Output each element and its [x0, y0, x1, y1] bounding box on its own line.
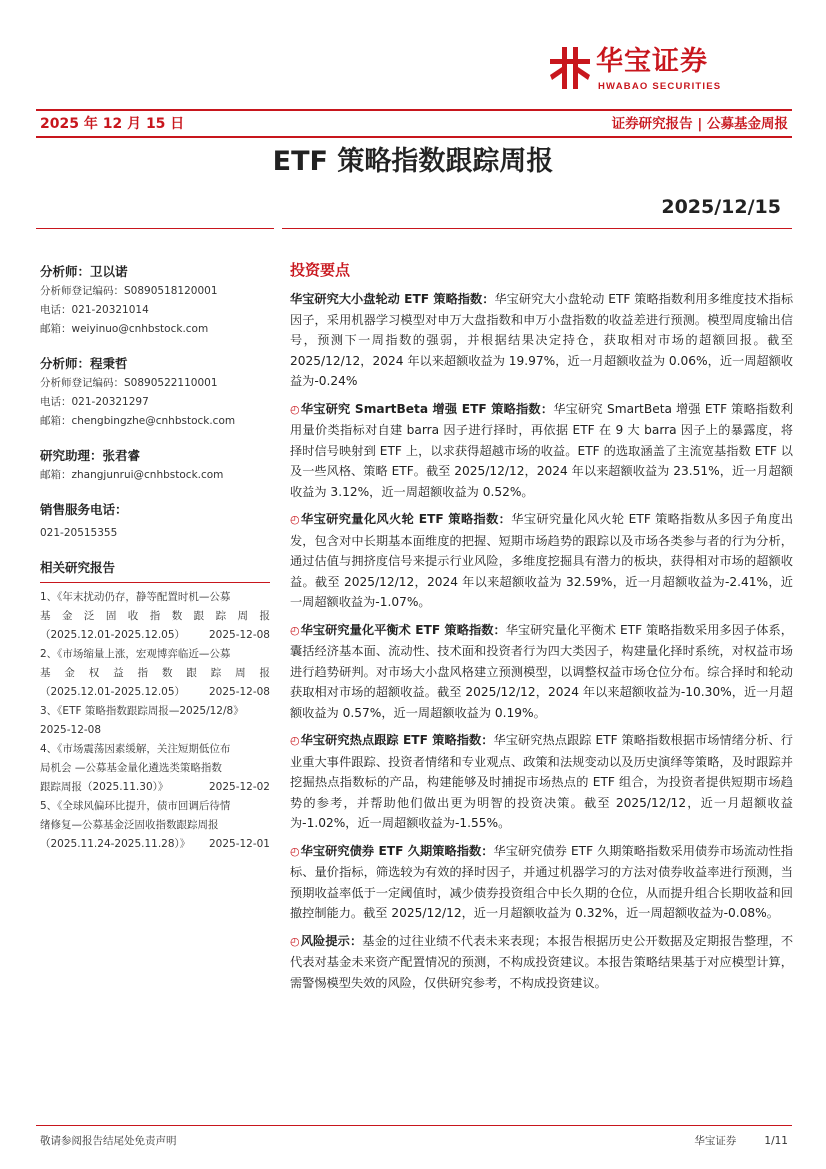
analyst-block: [40, 354, 270, 431]
related-report-item[interactable]: 3、《ETF 策略指数跟踪周报—2025/12/8》 2025-12-08: [40, 705, 244, 736]
key-point-paragraph: [290, 620, 793, 724]
key-point-paragraph: [290, 289, 793, 392]
related-report-item[interactable]: 4、《市场震荡因素缓解，关注短期低位布 局机会 —公募基金量化遴选类策略指数 跟踪周报（2025.11.30）》 2025-12-02: [40, 743, 270, 793]
risk-text: 基金的过往业绩不代表未来表现；本报告根据历史公开数据及定期报告整理，不代表对基金未来资产配置情况的预测，不构成投资建议。本报告策略结果基于对应模型计算，需警惕模型失效的风险，仅供研究参考，不构成投资建议。: [290, 933, 793, 990]
title-date: 2025/12/15: [661, 196, 781, 218]
bullet-icon: ◴: [290, 844, 300, 858]
risk-warning: [290, 931, 793, 993]
bullet-icon: ◴: [290, 934, 300, 948]
key-point-text: 华宝研究债券 ETF 久期策略指数采用债券市场流动性指标、量价指标，筛选较为有效的择时因子，并通过机器学习的方法对债券收益率进行预测，当预期收益率低于一定阈值时，减少债券投资组合中长久期的仓位，从而提升组合长期收益和回撤控制能力。截至 2025/12/12，近一月超额收益为 0.32%，近一周超额收益为-0.08%。: [290, 843, 793, 920]
related-report-item[interactable]: 5、《全球风偏环比提升，债市回调后待情 绪修复—公募基金泛固收指数跟踪周报 （2025.11.24-2025.11.28）》 2025-12-01: [40, 800, 270, 850]
key-point-lead: 华宝研究 SmartBeta 增强 ETF 策略指数：: [300, 401, 554, 416]
key-point-text: 华宝研究大小盘轮动 ETF 策略指数利用多维度技术指标因子，采用机器学习模型对申万大盘指数和申万小盘指数的收益差进行预测。模型周度输出信号，预测下一周指数的强弱，并根据结果决定持仓，获取相对市场的超额回报。截至 2025/12/12，2024 年以来超额收益为 19.97%，近一月超额收益为 0.06%，近一周超额收益为-0.24%: [290, 292, 794, 388]
sidebar: [40, 262, 270, 854]
assistant-name: 研究助理：张君睿: [40, 448, 141, 463]
footer-rule: [36, 1125, 792, 1126]
sales-phone: 021-20515355: [40, 527, 118, 539]
bullet-icon: ◴: [290, 402, 300, 416]
key-point-text: 华宝研究 SmartBeta 增强 ETF 策略指数利用量价类指标对自建 barra 因子进行择时，再依据 ETF 在 9 大 barra 因子上的暴露度，将择时信号映射到 ETF 上，以求获得超越市场的收益。ETF 的选取涵盖了主流宽基指数 ETF 以及一些风格、策略 ETF。截至 2025/12/12，2024 年以来超额收益为 23.51%，近一月超额收益为 3.12%，近一周超额收益为 0.52%。: [290, 401, 793, 499]
related-report-item[interactable]: 1、《年末扰动仍存，静等配置时机—公募 基金泛固收指数跟踪周报 （2025.12.01-2025.12.05） 2025-12-08: [40, 591, 270, 641]
footer-company: 华宝证券: [694, 1135, 737, 1147]
related-reports: [40, 558, 270, 854]
sales-block: [40, 500, 270, 543]
analyst-email[interactable]: 邮箱：chengbingzhe@cnhbstock.com: [40, 415, 236, 427]
key-point-lead: 华宝研究量化平衡术 ETF 策略指数：: [300, 622, 506, 637]
related-reports-title: 相关研究报告: [40, 558, 270, 583]
key-point-lead: 华宝研究债券 ETF 久期策略指数：: [300, 843, 494, 858]
bullet-icon: ◴: [290, 513, 300, 526]
analyst-phone: 电话：021-20321014: [40, 304, 149, 316]
key-point-lead: 华宝研究热点跟踪 ETF 策略指数：: [300, 733, 494, 747]
page-number: 1/11: [764, 1135, 788, 1147]
related-report-item[interactable]: 2、《市场缩量上涨，宏观博弈临近—公募 基金权益指数跟踪周报 （2025.12.01-2025.12.05） 2025-12-08: [40, 648, 270, 698]
analyst-reg: 分析师登记编码：S0890522110001: [40, 377, 218, 389]
report-date: 2025 年 12 月 15 日: [40, 116, 185, 132]
key-point-paragraph: [290, 399, 793, 503]
report-type: 证券研究报告 | 公募基金周报: [611, 116, 788, 132]
sales-label: 销售服务电话：: [40, 502, 128, 517]
key-point-text: 华宝研究量化风火轮 ETF 策略指数从多因子角度出发，包含对中长期基本面维度的把握、短期市场趋势的跟踪以及市场各类参与者的行为分析，通过估值与拥挤度信号来提示行业风险，多维度挖掘具有潜力的板块，获得相对市场的超额收益。截至 2025/12/12，2024 年以来超额收益为 32.59%，近一月超额收益为-2.41%，近一周超额收益为-1.07%。: [290, 512, 794, 609]
analyst-phone: 电话：021-20321297: [40, 396, 149, 408]
company-logo: [548, 45, 780, 93]
analyst-name: 分析师：程秉哲: [40, 356, 128, 371]
logo-mark-icon: [548, 45, 592, 91]
footer-info: [694, 1133, 788, 1149]
left-divider: [36, 228, 274, 229]
bullet-icon: ◴: [290, 734, 300, 747]
analyst-email[interactable]: 邮箱：weiyinuo@cnhbstock.com: [40, 323, 209, 335]
key-point-text: 华宝研究量化平衡术 ETF 策略指数采用多因子体系，囊括经济基本面、流动性、技术面和投资者行为四大类因子，构建量化择时系统，对权益市场进行趋势研判。对市场大小盘风格建立预测模型，以调整权益市场仓位分布。综合择时和轮动获取相对市场的超额收益。截至 2025/12/12，2024 年以来超额收益为-10.30%，近一月超额收益为 0.57%，近一周超额收益为 0.19%。: [290, 622, 793, 720]
logo-name-en: HWABAO SECURITIES: [598, 81, 722, 92]
risk-lead: 风险提示：: [300, 933, 363, 948]
key-point-lead: 华宝研究量化风火轮 ETF 策略指数：: [300, 512, 512, 526]
key-point-paragraph: [290, 730, 793, 834]
analyst-name: 分析师：卫以诺: [40, 264, 128, 279]
key-point-paragraph: [290, 841, 793, 924]
main-content: [290, 259, 793, 993]
header-top-rule: [36, 109, 792, 111]
assistant-block: [40, 446, 270, 485]
logo-name-cn: 华宝证券: [596, 46, 708, 77]
footer-disclaimer: 敬请参阅报告结尾处免责声明: [40, 1135, 177, 1147]
analyst-block: [40, 262, 270, 339]
bullet-icon: ◴: [290, 623, 300, 637]
section-title: 投资要点: [290, 261, 351, 279]
header-bottom-rule: [36, 136, 792, 138]
key-point-paragraph: [290, 509, 793, 613]
assistant-email[interactable]: 邮箱：zhangjunrui@cnhbstock.com: [40, 469, 224, 481]
key-point-lead: 华宝研究大小盘轮动 ETF 策略指数：: [290, 292, 495, 306]
page-title: ETF 策略指数跟踪周报: [272, 146, 554, 177]
key-point-text: 华宝研究热点跟踪 ETF 策略指数根据市场情绪分析、行业重大事件跟踪、投资者情绪和专业观点、政策和法规变动以及历史演绎等策略，及时跟踪并挖掘热点指数标的产品，构建能够及时捕捉市场热点的 ETF 组合，为投资者提供短期市场趋势的参考，并帮助他们做出更为明智的投资决策。截至 2025/12/12，近一月超额收益为-1.02%，近一周超额收益为-1.55%。: [290, 733, 793, 830]
analyst-reg: 分析师登记编码：S0890518120001: [40, 285, 218, 297]
right-divider: [282, 228, 792, 229]
